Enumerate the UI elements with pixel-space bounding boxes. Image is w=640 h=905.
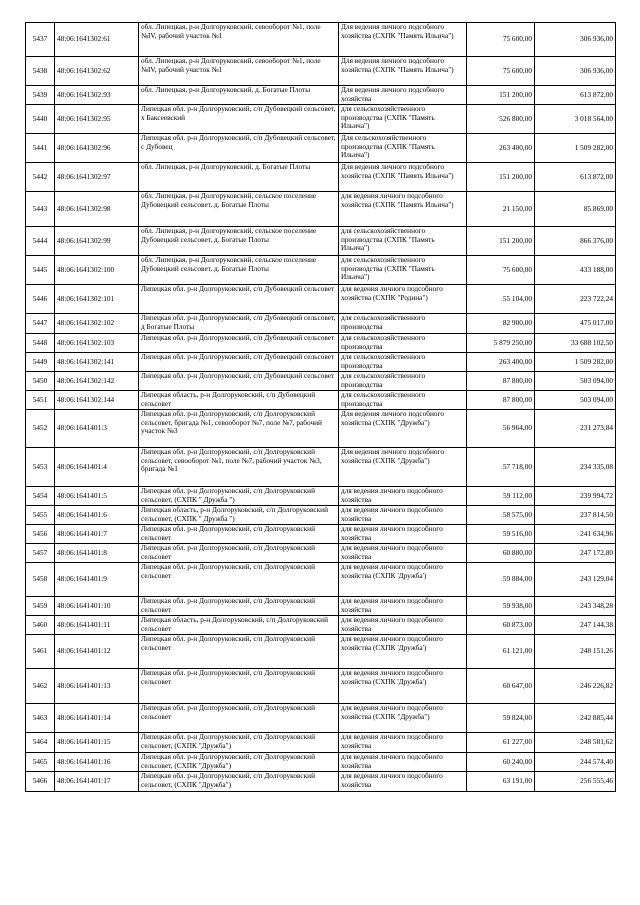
address-cell: обл. Липецкая, р-н Долгоруковский, сельское поселение Дубовецкий сельсовет, д. Богатые Плоты [139, 256, 339, 285]
land-use-cell: для ведения личного подсобного хозяйства (СХПК 'Дружба') [339, 563, 467, 597]
cadastral-table [25, 22, 616, 792]
cadastral-value-cell: 503 094,00 [535, 391, 616, 410]
table-row [26, 772, 616, 792]
table-row [26, 57, 616, 86]
cadastral-value-cell: 243 129,04 [535, 563, 616, 597]
row-number-cell: 5462 [26, 669, 55, 704]
land-use-cell: для сельскохозяйственного производства [339, 353, 467, 372]
address-cell: обл. Липецкая, р-н Долгоруковский, сельское поселение Дубовецкий сельсовет, д. Богатые Плоты [139, 227, 339, 256]
cadastral-number-cell: 48:06:1641401:17 [55, 772, 139, 792]
row-number-cell: 5460 [26, 616, 55, 635]
land-use-cell: для ведения личного подсобного хозяйства [339, 597, 467, 616]
cadastral-number-cell: 48:06:1641401:16 [55, 753, 139, 772]
address-cell: Липецкая обл. р-н Долгоруковский, с/п Долгоруковский сельсовет, (СХПК "Дружба") [139, 772, 339, 792]
table-row [26, 487, 616, 506]
cadastral-value-cell: 85 869,00 [535, 192, 616, 227]
table-row [26, 753, 616, 772]
area-cell: 151 200,00 [467, 227, 535, 256]
table-row [26, 635, 616, 669]
area-cell: 57 718,00 [467, 448, 535, 487]
cadastral-number-cell: 48:06:1641401:8 [55, 544, 139, 563]
land-use-cell: для ведения личного подсобного хозяйства [339, 772, 467, 792]
table-row [26, 733, 616, 753]
row-number-cell: 5457 [26, 544, 55, 563]
cadastral-number-cell: 48:06:1641302:141 [55, 353, 139, 372]
land-use-cell: для ведения личного подсобного хозяйства (СХПК "Память Ильича") [339, 192, 467, 227]
cadastral-number-cell: 48:06:1641401:5 [55, 487, 139, 506]
table-row [26, 616, 616, 635]
cadastral-value-cell: 234 335,08 [535, 448, 616, 487]
area-cell: 61 121,00 [467, 635, 535, 669]
cadastral-value-cell: 475 017,00 [535, 314, 616, 334]
cadastral-value-cell: 239 994,72 [535, 487, 616, 506]
cadastral-value-cell: 306 936,00 [535, 57, 616, 86]
row-number-cell: 5442 [26, 163, 55, 192]
cadastral-value-cell: 248 151,26 [535, 635, 616, 669]
address-cell: Липецкая обл. р-н Долгоруковский, с/п Дубовецкий сельсовет [139, 372, 339, 391]
address-cell: Липецкая обл. р-н Долгоруковский, с/п Дубовецкий сельсовет, с Дубовец [139, 134, 339, 163]
table-row [26, 105, 616, 134]
table-row [26, 23, 616, 57]
row-number-cell: 5447 [26, 314, 55, 334]
cadastral-number-cell: 48:06:1641302:93 [55, 86, 139, 105]
row-number-cell: 5458 [26, 563, 55, 597]
land-use-cell: для ведения личного подсобного хозяйства [339, 616, 467, 635]
area-cell: 59 938,00 [467, 597, 535, 616]
cadastral-value-cell: 3 018 564,00 [535, 105, 616, 134]
row-number-cell: 5450 [26, 372, 55, 391]
address-cell: обл. Липецкая, р-н Долгоруковский, сельское поселение Дубовецкий сельсовет, д. Богатые Плоты [139, 192, 339, 227]
row-number-cell: 5441 [26, 134, 55, 163]
cadastral-number-cell: 48:06:1641401:10 [55, 597, 139, 616]
area-cell: 60 647,00 [467, 669, 535, 704]
table-row [26, 227, 616, 256]
row-number-cell: 5459 [26, 597, 55, 616]
area-cell: 58 575,00 [467, 506, 535, 525]
land-use-cell: для ведения личного подсобного хозяйства [339, 753, 467, 772]
land-use-cell: Для ведения личного подсобного хозяйства (СХПК "Дружба") [339, 448, 467, 487]
table-row [26, 314, 616, 334]
cadastral-value-cell: 866 376,00 [535, 227, 616, 256]
row-number-cell: 5455 [26, 506, 55, 525]
address-cell: Липецкая обл. р-н Долгоруковский, с/п Дубовецкий сельсовет, д Богатые Плоты [139, 314, 339, 334]
row-number-cell: 5449 [26, 353, 55, 372]
land-use-cell: для ведения личного подсобного хозяйства [339, 544, 467, 563]
cadastral-number-cell: 48:06:1641302:61 [55, 23, 139, 57]
land-use-cell: Для ведения личного подсобного хозяйства (СХПК "Дружба") [339, 410, 467, 448]
cadastral-number-cell: 48:06:1641302:142 [55, 372, 139, 391]
row-number-cell: 5444 [26, 227, 55, 256]
cadastral-number-cell: 48:06:1641302:98 [55, 192, 139, 227]
cadastral-number-cell: 48:06:1641401:7 [55, 525, 139, 544]
row-number-cell: 5466 [26, 772, 55, 792]
cadastral-value-cell: 243 348,28 [535, 597, 616, 616]
cadastral-number-cell: 48:06:1641302:99 [55, 227, 139, 256]
area-cell: 21 150,00 [467, 192, 535, 227]
row-number-cell: 5451 [26, 391, 55, 410]
address-cell: Липецкая обл. р-н Долгоруковский, с/п Долгоруковский сельсовет [139, 669, 339, 704]
cadastral-value-cell: 244 574,40 [535, 753, 616, 772]
address-cell: Липецкая область, р-н Долгоруковский, с/п Долгоруковский сельсовет [139, 616, 339, 635]
row-number-cell: 5438 [26, 57, 55, 86]
area-cell: 56 964,00 [467, 410, 535, 448]
cadastral-number-cell: 48:06:1641401:15 [55, 733, 139, 753]
row-number-cell: 5456 [26, 525, 55, 544]
cadastral-value-cell: 237 814,50 [535, 506, 616, 525]
cadastral-number-cell: 48:06:1641401:14 [55, 704, 139, 733]
cadastral-number-cell: 48:06:1641302:144 [55, 391, 139, 410]
cadastral-value-cell: 246 226,82 [535, 669, 616, 704]
land-use-cell: для ведения личного подсобного хозяйства (СХПК "Родина") [339, 285, 467, 314]
row-number-cell: 5464 [26, 733, 55, 753]
cadastral-value-cell: 1 509 282,00 [535, 353, 616, 372]
cadastral-value-cell: 613 872,00 [535, 86, 616, 105]
cadastral-value-cell: 306 936,00 [535, 23, 616, 57]
cadastral-value-cell: 433 188,00 [535, 256, 616, 285]
land-use-cell: Для ведения личного подсобного хозяйства [339, 86, 467, 105]
table-row [26, 134, 616, 163]
address-cell: обл. Липецкая, р-н Долгоруковский, д. Богатые Плоты [139, 86, 339, 105]
area-cell: 75 600,00 [467, 256, 535, 285]
land-use-cell: для ведения личного подсобного хозяйства [339, 506, 467, 525]
land-use-cell: для ведения личного подсобного хозяйства (СХПК "Дружба") [339, 704, 467, 733]
cadastral-number-cell: 48:06:1641401:6 [55, 506, 139, 525]
table-row [26, 256, 616, 285]
table-row [26, 410, 616, 448]
table-row [26, 448, 616, 487]
cadastral-number-cell: 48:06:1641401:9 [55, 563, 139, 597]
table-row [26, 353, 616, 372]
cadastral-number-cell: 48:06:1641302:101 [55, 285, 139, 314]
address-cell: Липецкая обл. р-н Долгоруковский, с/п Дубовецкий сельсовет, х Баксеевский [139, 105, 339, 134]
table-row [26, 563, 616, 597]
cadastral-number-cell: 48:06:1641302:103 [55, 334, 139, 353]
table-row [26, 669, 616, 704]
address-cell: Липецкая обл. р-н Долгоруковский, с/п Дубовецкий сельсовет [139, 334, 339, 353]
area-cell: 75 600,00 [467, 23, 535, 57]
area-cell: 87 800,00 [467, 372, 535, 391]
table-row [26, 506, 616, 525]
row-number-cell: 5446 [26, 285, 55, 314]
cadastral-value-cell: 33 688 102,50 [535, 334, 616, 353]
row-number-cell: 5437 [26, 23, 55, 57]
land-use-cell: для ведения личного подсобного хозяйства [339, 525, 467, 544]
address-cell: Липецкая обл. р-н Долгоруковский, с/п Долгоруковский сельсовет, (СХПК "Дружба") [139, 733, 339, 753]
area-cell: 60 873,00 [467, 616, 535, 635]
land-use-cell: для ведения личного подсобного хозяйства (СХПК 'Дружба') [339, 635, 467, 669]
area-cell: 59 824,00 [467, 704, 535, 733]
area-cell: 60 240,00 [467, 753, 535, 772]
address-cell: Липецкая обл. р-н Долгоруковский, с/п Долгоруковский сельсовет [139, 525, 339, 544]
land-use-cell: для ведения личного подсобного хозяйства [339, 487, 467, 506]
row-number-cell: 5453 [26, 448, 55, 487]
cadastral-number-cell: 48:06:1641302:95 [55, 105, 139, 134]
address-cell: Липецкая обл. р-н Долгоруковский, с/п Долгоруковский сельсовет, (СХПК " Дружба ") [139, 487, 339, 506]
address-cell: Липецкая обл. р-н Долгоруковский, с/п Дубовецкий сельсовет [139, 285, 339, 314]
area-cell: 60 880,00 [467, 544, 535, 563]
cadastral-number-cell: 48:06:1641302:96 [55, 134, 139, 163]
address-cell: Липецкая обл. р-н Долгоруковский, с/п Долгоруковский сельсовет [139, 563, 339, 597]
area-cell: 82 900,00 [467, 314, 535, 334]
area-cell: 59 516,00 [467, 525, 535, 544]
table-row [26, 391, 616, 410]
cadastral-number-cell: 48:06:1641401:11 [55, 616, 139, 635]
row-number-cell: 5454 [26, 487, 55, 506]
cadastral-value-cell: 248 581,62 [535, 733, 616, 753]
land-use-cell: для ведения личного подсобного хозяйства [339, 733, 467, 753]
address-cell: Липецкая обл. р-н Долгоруковский, с/п Долгоруковский сельсовет, бригада №1, севооборот №7, поле №7, рабочий участок №3 [139, 410, 339, 448]
row-number-cell: 5445 [26, 256, 55, 285]
row-number-cell: 5465 [26, 753, 55, 772]
table-row [26, 334, 616, 353]
address-cell: Липецкая обл. р-н Долгоруковский, с/п Долгоруковский сельсовет [139, 704, 339, 733]
cadastral-number-cell: 48:06:1641302:100 [55, 256, 139, 285]
row-number-cell: 5448 [26, 334, 55, 353]
area-cell: 263 400,00 [467, 353, 535, 372]
address-cell: Липецкая обл. р-н Долгоруковский, с/п Долгоруковский сельсовет, (СХПК "Дружба") [139, 753, 339, 772]
cadastral-number-cell: 48:06:1641401:3 [55, 410, 139, 448]
land-use-cell: для сельскохозяйственного производства [339, 334, 467, 353]
row-number-cell: 5439 [26, 86, 55, 105]
land-use-cell: для сельскохозяйственного производства [339, 314, 467, 334]
area-cell: 75 600,00 [467, 57, 535, 86]
address-cell: обл. Липецкая, р-н Долгоруковский, севооборот №1, поле №IV, рабочий участок №1 [139, 23, 339, 57]
cadastral-number-cell: 48:06:1641401:13 [55, 669, 139, 704]
cadastral-value-cell: 503 094,00 [535, 372, 616, 391]
address-cell: обл. Липецкая, р-н Долгоруковский, д. Богатые Плоты [139, 163, 339, 192]
cadastral-number-cell: 48:06:1641302:62 [55, 57, 139, 86]
area-cell: 59 884,00 [467, 563, 535, 597]
land-use-cell: Для сельскохозяйственного производства (СХПК "Память Ильича") [339, 134, 467, 163]
cadastral-value-cell: 241 634,96 [535, 525, 616, 544]
land-use-cell: Для ведения личного подсобного хозяйства (СХПК "Память Ильича") [339, 57, 467, 86]
cadastral-number-cell: 48:06:1641302:97 [55, 163, 139, 192]
cadastral-number-cell: 48:06:1641302:102 [55, 314, 139, 334]
land-use-cell: для ведения личного подсобного хозяйства (СХПК 'Дружба') [339, 669, 467, 704]
address-cell: Липецкая обл. р-н Долгоруковский, с/п Долгоруковский сельсовет, севооборот №1, поле №7, рабочий участок №3, бригада №1 [139, 448, 339, 487]
land-use-cell: Для ведения личного подсобного хозяйства (СХПК "Память Ильича") [339, 163, 467, 192]
row-number-cell: 5440 [26, 105, 55, 134]
address-cell: обл. Липецкая, р-н Долгоруковский, севооборот №1, поле №IV, рабочий участок №1 [139, 57, 339, 86]
land-use-cell: для сельскохозяйственного производства (СХПК "Память Ильича") [339, 227, 467, 256]
cadastral-value-cell: 1 509 282,00 [535, 134, 616, 163]
cadastral-value-cell: 247 172,80 [535, 544, 616, 563]
row-number-cell: 5443 [26, 192, 55, 227]
land-use-cell: для сельскохозяйственного производства (СХПК "Память Ильича") [339, 256, 467, 285]
land-use-cell: для сельскохозяйственного производства [339, 391, 467, 410]
address-cell: Липецкая обл. р-н Долгоруковский, с/п Долгоруковский сельсовет [139, 597, 339, 616]
table-row [26, 544, 616, 563]
row-number-cell: 5452 [26, 410, 55, 448]
area-cell: 5 879 250,00 [467, 334, 535, 353]
address-cell: Липецкая обл. р-н Долгоруковский, с/п Долгоруковский сельсовет [139, 635, 339, 669]
area-cell: 526 800,00 [467, 105, 535, 134]
table-row [26, 192, 616, 227]
row-number-cell: 5463 [26, 704, 55, 733]
cadastral-number-cell: 48:06:1641401:4 [55, 448, 139, 487]
table-row [26, 285, 616, 314]
cadastral-value-cell: 242 885,44 [535, 704, 616, 733]
area-cell: 151 200,00 [467, 86, 535, 105]
table-row [26, 704, 616, 733]
area-cell: 59 112,00 [467, 487, 535, 506]
address-cell: Липецкая обл. р-н Долгоруковский, с/п Долгоруковский сельсовет [139, 544, 339, 563]
area-cell: 87 800,00 [467, 391, 535, 410]
table-row [26, 86, 616, 105]
area-cell: 55 104,00 [467, 285, 535, 314]
address-cell: Липецкая область, р-н Долгоруковский, с/п Дубовецкий сельсовет [139, 391, 339, 410]
cadastral-value-cell: 231 273,84 [535, 410, 616, 448]
table-row [26, 163, 616, 192]
cadastral-value-cell: 223 722,24 [535, 285, 616, 314]
table-row [26, 525, 616, 544]
land-use-cell: для сельскохозяйственного производства (СХПК "Память Ильича") [339, 105, 467, 134]
cadastral-value-cell: 256 555,46 [535, 772, 616, 792]
cadastral-value-cell: 247 144,38 [535, 616, 616, 635]
cadastral-table-body [26, 23, 616, 792]
land-use-cell: для сельскохозяйственного производства [339, 372, 467, 391]
area-cell: 151 200,00 [467, 163, 535, 192]
area-cell: 263 400,00 [467, 134, 535, 163]
cadastral-value-cell: 613 872,00 [535, 163, 616, 192]
document-page [25, 22, 615, 792]
row-number-cell: 5461 [26, 635, 55, 669]
land-use-cell: Для ведения личного подсобного хозяйства (СХПК "Память Ильича") [339, 23, 467, 57]
area-cell: 61 227,00 [467, 733, 535, 753]
table-row [26, 372, 616, 391]
address-cell: Липецкая обл. р-н Долгоруковский, с/п Дубовецкий сельсовет [139, 353, 339, 372]
area-cell: 63 191,00 [467, 772, 535, 792]
table-row [26, 597, 616, 616]
cadastral-number-cell: 48:06:1641401:12 [55, 635, 139, 669]
address-cell: Липецкая область, р-н Долгоруковский, с/п Долгоруковский сельсовет, (СХПК " Дружба ") [139, 506, 339, 525]
